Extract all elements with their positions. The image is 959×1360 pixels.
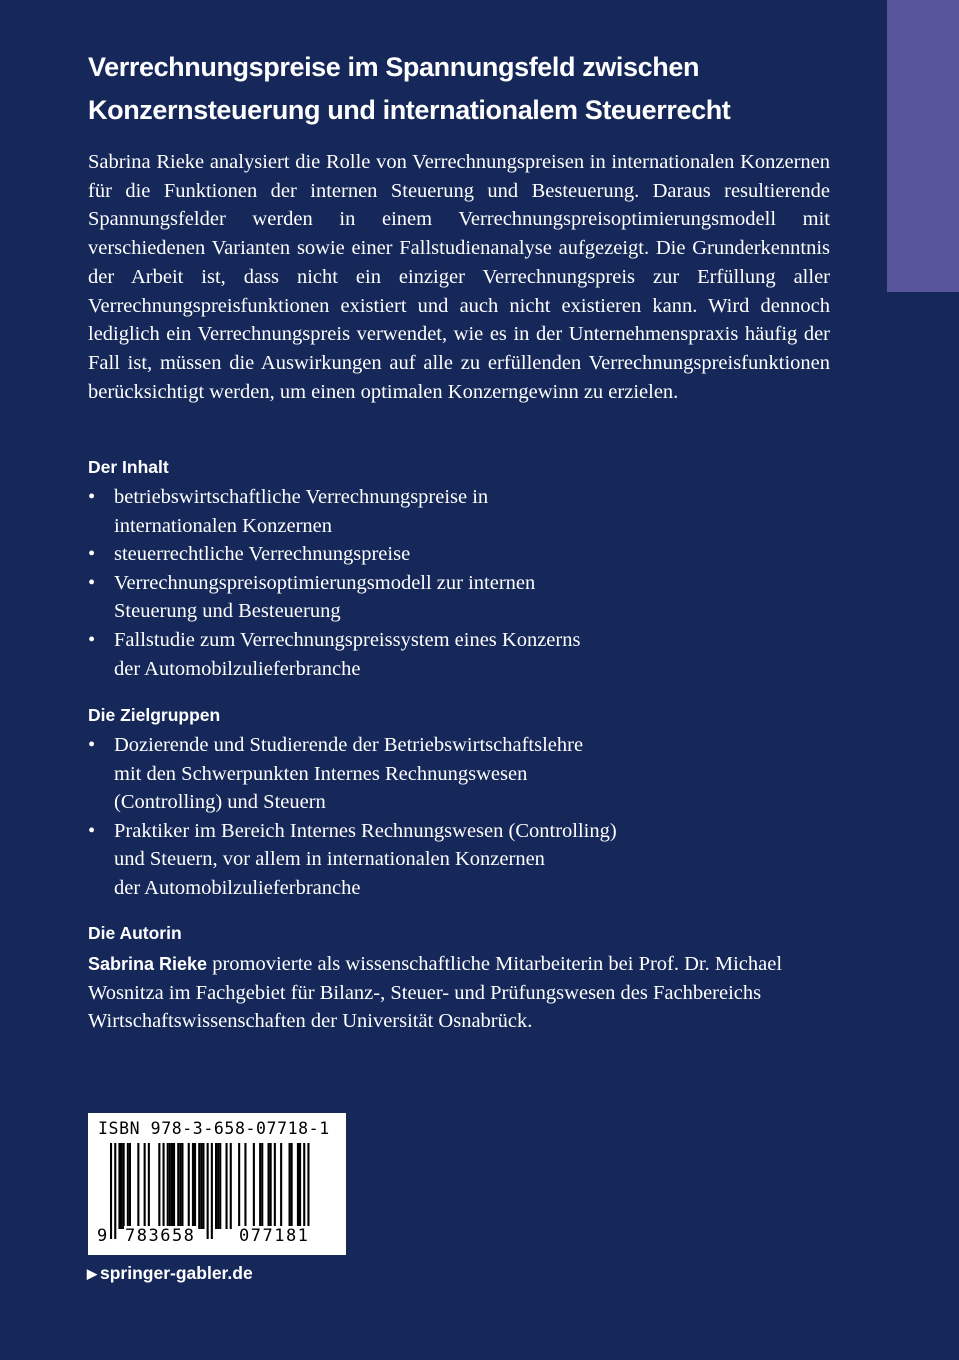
barcode-bar	[173, 1143, 175, 1229]
barcode-bar	[167, 1143, 169, 1229]
barcode-bar	[169, 1143, 171, 1229]
barcode-bar	[202, 1143, 204, 1229]
barcode-bar	[148, 1143, 150, 1229]
barcode-bar	[297, 1143, 299, 1229]
list-item-text: (Controlling) und Steuern	[114, 791, 326, 814]
author-name: Sabrina Rieke	[88, 954, 208, 974]
barcode-bar	[114, 1143, 116, 1239]
barcode-bar	[163, 1143, 165, 1229]
ean-right-digits: 077181	[239, 1226, 310, 1246]
list-item-text: der Automobilzulieferbranche	[114, 876, 361, 899]
author-heading: Die Autorin	[88, 923, 182, 943]
list-item-text: • Praktiker im Bereich Internes Rechnungswesen (Controlling)	[114, 819, 617, 842]
publisher-url: springer-gabler.de	[100, 1263, 253, 1283]
barcode-bar	[291, 1143, 293, 1229]
list-item	[88, 483, 828, 540]
audience-heading: Die Zielgruppen	[88, 705, 221, 725]
list-item-text: mit den Schwerpunkten Internes Rechnungswesen	[114, 762, 528, 785]
play-arrow-icon: ▶	[87, 1266, 97, 1281]
barcode-bars	[110, 1143, 326, 1239]
barcode-bar	[194, 1143, 196, 1229]
barcode-bar	[171, 1143, 173, 1229]
barcode-bar	[200, 1143, 202, 1229]
barcode-bar	[121, 1143, 123, 1229]
barcode-bar	[270, 1143, 272, 1229]
barcode-bar	[253, 1143, 255, 1229]
barcode-bar	[137, 1143, 139, 1229]
list-item	[88, 569, 828, 626]
barcode-bar	[261, 1143, 263, 1229]
barcode-bar	[303, 1143, 305, 1239]
barcode-bar	[280, 1143, 282, 1229]
barcode-bar	[158, 1143, 160, 1229]
barcode-bar	[123, 1143, 125, 1229]
list-item	[88, 626, 828, 683]
list-item	[88, 817, 828, 903]
barcode-bar	[307, 1143, 309, 1239]
list-item-text: • steuerrechtliche Verrechnungspreise	[114, 543, 411, 566]
barcode-bar	[244, 1143, 246, 1229]
ean-first-digit: 9	[97, 1226, 108, 1246]
isbn-barcode	[88, 1113, 346, 1255]
barcode-bar	[181, 1143, 183, 1229]
barcode-bar	[198, 1143, 200, 1229]
barcode-bar	[259, 1143, 261, 1229]
contents-list	[88, 483, 828, 683]
barcode-bar	[268, 1143, 270, 1229]
audience-list	[88, 731, 828, 903]
barcode-bar	[179, 1143, 181, 1229]
list-item-text: internationalen Konzernen	[114, 514, 333, 537]
book-title-line-2: Konzernsteuerung und internationalem Steuerrecht	[88, 95, 731, 125]
author-bio-text: promovierte als wissenschaftliche Mitarbeiterin bei Prof. Dr. Michael Wosnitza im Fachgebiet für Bilanz-, Steuer- und Prüfungswesen des Fachbereichs Wirtschaftswissenschaften der Universität Osnabrück.	[88, 953, 783, 1033]
barcode-bar	[188, 1143, 190, 1229]
barcode-bar	[118, 1143, 120, 1229]
barcode-bar	[219, 1143, 221, 1229]
barcode-bar	[217, 1143, 219, 1229]
list-item	[88, 540, 828, 569]
contents-heading: Der Inhalt	[88, 457, 169, 477]
list-item-text: • Verrechnungspreisoptimierungsmodell zur internen	[114, 571, 536, 594]
list-item-text: • Fallstudie zum Verrechnungspreissystem eines Konzerns	[114, 628, 581, 651]
list-item-text: und Steuern, vor allem in internationalen Konzernen	[114, 848, 545, 871]
barcode-bar	[144, 1143, 146, 1229]
barcode-bar	[289, 1143, 291, 1229]
book-blurb: Sabrina Rieke analysiert die Rolle von Verrechnungspreisen in internationalen Konzernen für die Funktionen der internen Steuerung und Besteuerung. Daraus resultierende Spannungsfelder werden in einem Verrechnungspreisoptimierungsmodell mit verschiedenen Varianten sowie einer Fallstudienanalyse aufgezeigt. Die Grunderkenntnis der Arbeit ist, dass nicht ein einziger Verrechnungspreis zur Erfüllung aller Verrechnungspreisfunktionen existiert und auch nicht existieren kann. Wird dennoch lediglich ein Verrechnungspreis verwendet, wie es in der Unternehmenspraxis häufig der Fall ist, müssen die Auswirkungen auf alle zu erfüllenden Verrechnungspreisfunktionen berücksichtigt werden, um einen optimalen Konzerngewinn zu erzielen.	[88, 151, 830, 403]
barcode-bar	[215, 1143, 217, 1229]
list-item-text: • Dozierende und Studierende der Betriebswirtschaftslehre	[114, 734, 584, 756]
barcode-bar	[211, 1143, 213, 1239]
list-item-text: • betriebswirtschaftliche Verrechnungspreise in	[114, 486, 489, 508]
list-item-text: der Automobilzulieferbranche	[114, 657, 361, 680]
author-bio	[88, 950, 830, 1036]
barcode-bar	[110, 1143, 112, 1239]
isbn-label: ISBN 978-3-658-07718-1	[98, 1119, 330, 1138]
book-title-line-1: Verrechnungspreise im Spannungsfeld zwischen	[88, 52, 700, 82]
barcode-bar	[129, 1143, 131, 1229]
barcode-bar	[207, 1143, 209, 1239]
ean-left-digits: 783658	[125, 1226, 196, 1246]
publisher-link[interactable]	[87, 1262, 253, 1285]
barcode-bar	[238, 1143, 240, 1229]
color-tab	[887, 0, 959, 292]
barcode-bar	[274, 1143, 276, 1229]
book-title	[88, 46, 868, 132]
barcode-bar	[177, 1143, 179, 1229]
list-item-text: Steuerung und Besteuerung	[114, 600, 341, 623]
barcode-bar	[299, 1143, 301, 1229]
barcode-bar	[230, 1143, 232, 1229]
ean-digits	[88, 1226, 346, 1250]
barcode-bar	[192, 1143, 194, 1229]
barcode-bar	[127, 1143, 129, 1229]
list-item	[88, 731, 828, 817]
barcode-bar	[226, 1143, 228, 1229]
